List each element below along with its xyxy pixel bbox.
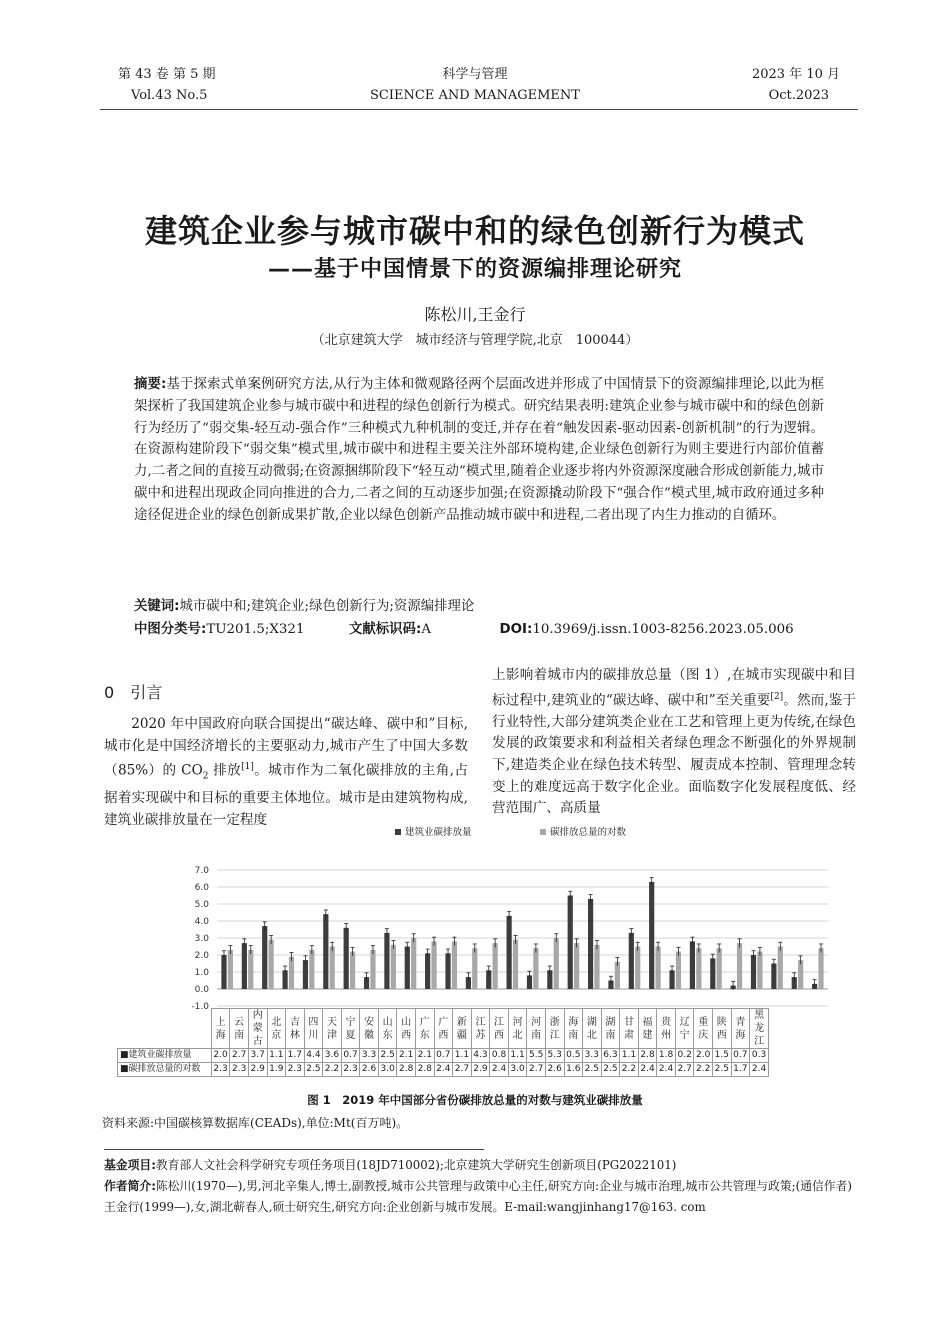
bar-total-log [818, 948, 823, 989]
bar-construction [425, 953, 430, 989]
data-cell: 2.8 [638, 1049, 657, 1063]
co2-base: CO [181, 762, 203, 779]
category-label: 陕 西 [713, 1009, 732, 1049]
data-cell: 1.1 [508, 1049, 527, 1063]
bar-total-log [635, 947, 640, 990]
bar-total-log [696, 948, 701, 989]
category-label: 广 西 [434, 1009, 453, 1049]
data-cell: 2.4 [657, 1063, 676, 1077]
figure-1 [120, 822, 832, 1084]
bar-total-log [411, 938, 416, 989]
bar-total-log [533, 948, 538, 989]
section-number: 0 [104, 683, 115, 702]
table-row [118, 1063, 769, 1077]
author-bio-text: 陈松川(1970—),男,河北辛集人,博士,副教授,城市公共管理与政策中心主任,研究方向:企业与城市治理,城市公共管理与政策;(通信作者)王金行(1999—),女,湖北蕲春人,硕士研究生,研究方向:企业创新与城市发展。E-mail:wangjinhang17@163. com [104, 1179, 852, 1214]
bar-construction [405, 947, 410, 990]
data-cell: 1.9 [267, 1063, 286, 1077]
bar-construction [221, 955, 226, 989]
data-cell: 0.7 [341, 1049, 360, 1063]
bar-chart [180, 822, 832, 1022]
data-cell: 0.3 [750, 1049, 769, 1063]
category-label: 四 川 [304, 1009, 323, 1049]
intro-right-text-2: 。然而,鉴于行业特性,大部分建筑类企业在工艺和管理上更为传统,在绿色发展的政策要求和利益相关者绿色理念不断强化的外界规制下,建造类企业在绿色技术转型、履责成本控制、管理理念转变上的难度远高于数字化企业。面临数字化发展程度低、经营范围广、高质量 [492, 692, 857, 817]
category-label: 安 徽 [360, 1009, 379, 1049]
data-cell: 1.1 [267, 1049, 286, 1063]
y-tick-label: -1.0 [191, 1002, 209, 1012]
data-cell: 2.4 [638, 1063, 657, 1077]
category-label: 贵 州 [657, 1009, 676, 1049]
data-cell: 2.5 [304, 1063, 323, 1077]
data-cell: 2.0 [211, 1049, 230, 1063]
bar-total-log [289, 957, 294, 989]
y-tick-label: 1.0 [194, 968, 209, 978]
data-cell: 2.5 [601, 1063, 620, 1077]
data-cell: 2.7 [527, 1063, 546, 1077]
data-cell: 2.1 [397, 1049, 416, 1063]
data-cell: 2.5 [378, 1049, 397, 1063]
data-cell: 2.7 [675, 1063, 694, 1077]
bar-construction [262, 926, 267, 989]
figure-source: 资料来源:中国碳核算数据库(CEADs),单位:Mt(百万吨)。 [102, 1116, 409, 1130]
bar-total-log [228, 950, 233, 989]
bar-total-log [676, 952, 681, 989]
legend-swatch [540, 829, 546, 835]
legend-label: 碳排放总量的对数 [550, 827, 627, 838]
y-tick-label: 4.0 [194, 917, 209, 927]
affiliation: （北京建筑大学 城市经济与管理学院,北京 100044） [311, 333, 639, 348]
data-cell: 2.2 [620, 1063, 639, 1077]
data-cell: 5.3 [545, 1049, 564, 1063]
data-cell: 2.4 [750, 1063, 769, 1077]
data-cell: 0.8 [490, 1049, 509, 1063]
intro-right-text-1: 上影响着城市内的碳排放总量（图 1）,在城市实现碳中和目标过程中,建筑业的“碳达峰、碳中和”至关重要 [492, 667, 856, 709]
citation-2: [2] [770, 691, 784, 702]
y-tick-label: 2.0 [194, 951, 209, 961]
category-label: 广 东 [416, 1009, 435, 1049]
data-cell: 2.4 [490, 1063, 509, 1077]
intro-text-1: 2020 年中国政府向联合国提出“碳达峰、碳中和”目标,城市化是中国经济增长的主要驱动力,城市产生了中国大多数（85%）的 [104, 716, 468, 779]
bar-construction [588, 899, 593, 989]
data-cell: 2.5 [713, 1063, 732, 1077]
bar-total-log [717, 948, 722, 989]
abstract-text: 基于探索式单案例研究方法,从行为主体和微观路径两个层面改进并形成了中国情景下的资源编排理论,以此为框架探析了我国建筑企业参与城市碳中和进程的绿色创新行为模式。研究结果表明:建筑企业参与城市碳中和的绿色创新行为经历了“弱交集-轻互动-强合作”三种模式九种机制的变迁,并存在着“触发因素-驱动因素-创新机制”的行为逻辑。在资源构建阶段下“弱交集”模式里,城市碳中和进程主要关注外部环境构建,企业绿色创新行为则主要进行内部价值蓄力,二者之间的直接互动微弱;在资源捆绑阶段下“轻互动”模式里,随着企业逐步将内外资源深度融合形成创新能力,城市碳中和进程出现政企同向推进的合力,二者之间的互动逐步加强;在资源撬动阶段下“强合作”模式里,城市政府通过多种途径促进企业的绿色创新成果扩散,企业以绿色创新产品推动城市碳中和进程,二者出现了内生力推动的自循环。 [134, 377, 824, 523]
data-cell: 2.6 [360, 1063, 379, 1077]
category-label: 青 海 [731, 1009, 750, 1049]
bar-construction [690, 941, 695, 989]
data-cell: 2.6 [545, 1063, 564, 1077]
data-cell: 2.5 [583, 1063, 602, 1077]
data-cell: 5.5 [527, 1049, 546, 1063]
data-cell: 2.4 [434, 1063, 453, 1077]
header-journal-cn: 科学与管理 [442, 67, 508, 82]
legend-swatch [395, 829, 401, 835]
header-rule [100, 109, 858, 110]
figure-caption: 图 1 2019 年中国部分省份碳排放总量的对数与建筑业碳排放量 [307, 1093, 643, 1107]
bar-total-log [513, 940, 518, 989]
meta-line [134, 619, 834, 641]
bar-total-log [370, 950, 375, 989]
bar-construction [323, 914, 328, 989]
category-label: 湖 南 [601, 1009, 620, 1049]
citation-1: [1] [241, 762, 254, 773]
bar-total-log [472, 948, 477, 989]
bar-total-log [798, 960, 803, 989]
data-cell: 0.7 [731, 1049, 750, 1063]
data-cell: 3.3 [583, 1049, 602, 1063]
bar-construction [344, 928, 349, 989]
category-label: 内 蒙 古 [248, 1009, 267, 1049]
bar-total-log [655, 947, 660, 990]
category-label: 上 海 [211, 1009, 230, 1049]
keywords-text: 城市碳中和;建筑企业;绿色创新行为;资源编排理论 [179, 599, 475, 614]
data-cell: 2.2 [694, 1063, 713, 1077]
category-label: 山 西 [397, 1009, 416, 1049]
keywords-label: 关键词: [134, 599, 180, 614]
category-label: 山 东 [378, 1009, 397, 1049]
bar-construction [751, 955, 756, 989]
section-heading [104, 680, 162, 703]
category-label: 北 京 [267, 1009, 286, 1049]
header-date-en: Oct.2023 [768, 88, 829, 103]
table-corner [118, 1009, 212, 1049]
category-label: 江 苏 [471, 1009, 490, 1049]
category-label: 吉 林 [286, 1009, 305, 1049]
footnote-rule [104, 1149, 484, 1150]
data-cell: 4.3 [471, 1049, 490, 1063]
header-journal-en: SCIENCE AND MANAGEMENT [370, 88, 580, 103]
y-tick-label: 5.0 [194, 900, 209, 910]
bar-total-log [391, 945, 396, 989]
classification-label: 中图分类号: [134, 622, 207, 637]
bar-total-log [431, 941, 436, 989]
data-cell: 2.7 [453, 1063, 472, 1077]
data-cell: 1.7 [731, 1063, 750, 1077]
data-cell: 3.0 [508, 1063, 527, 1077]
category-label: 福 建 [638, 1009, 657, 1049]
data-cell: 1.1 [620, 1049, 639, 1063]
section-title: 引言 [130, 683, 163, 702]
data-cell: 3.7 [248, 1049, 267, 1063]
bar-total-log [330, 947, 335, 990]
category-label: 浙 江 [545, 1009, 564, 1049]
category-label: 甘 肃 [620, 1009, 639, 1049]
intro-text-2: 排放 [208, 762, 242, 779]
header-date-cn: 2023 年 10 月 [751, 67, 840, 82]
bar-total-log [737, 943, 742, 989]
data-cell: 3.3 [360, 1049, 379, 1063]
category-label: 云 南 [230, 1009, 249, 1049]
bar-construction [242, 943, 247, 989]
author-note [104, 1176, 860, 1217]
data-cell: 2.3 [341, 1063, 360, 1077]
bar-construction [629, 933, 634, 989]
fund-label: 基金项目: [104, 1158, 156, 1172]
category-label: 宁 夏 [341, 1009, 360, 1049]
row-label: ■建筑业碳排放量 [118, 1049, 212, 1063]
paper-title: 建筑企业参与城市碳中和的绿色创新行为模式 [144, 212, 805, 250]
category-label: 辽 宁 [675, 1009, 694, 1049]
fund-text: 教育部人文社会科学研究专项任务项目(18JD710002);北京建筑大学研究生创新项目(PG2022101) [155, 1158, 677, 1172]
row-label: ■碳排放总量的对数 [118, 1063, 212, 1077]
bar-total-log [248, 950, 253, 989]
data-cell: 2.8 [416, 1063, 435, 1077]
data-cell: 3.0 [378, 1063, 397, 1077]
data-cell: 2.0 [694, 1049, 713, 1063]
data-cell: 1.1 [453, 1049, 472, 1063]
y-tick-label: 3.0 [194, 934, 209, 944]
bar-total-log [778, 947, 783, 990]
category-label: 重 庆 [694, 1009, 713, 1049]
bar-total-log [554, 938, 559, 989]
y-tick-label: 0.0 [194, 985, 209, 995]
bar-total-log [493, 943, 498, 989]
data-cell: 1.7 [286, 1049, 305, 1063]
category-label: 黑 龙 江 [750, 1009, 769, 1049]
data-cell: 1.8 [657, 1049, 676, 1063]
data-cell: 0.7 [434, 1049, 453, 1063]
data-cell: 4.4 [304, 1049, 323, 1063]
bar-construction [303, 960, 308, 989]
legend-label: 建筑业碳排放量 [405, 827, 472, 838]
data-cell: 2.9 [248, 1063, 267, 1077]
data-cell: 2.3 [230, 1063, 249, 1077]
header-volume-cn: 第 43 卷 第 5 期 [118, 67, 216, 82]
bar-total-log [350, 952, 355, 989]
header-volume-en: Vol.43 No.5 [131, 88, 208, 103]
table-row [118, 1049, 769, 1063]
data-cell: 0.2 [675, 1049, 694, 1063]
data-cell: 0.5 [564, 1049, 583, 1063]
bar-construction [445, 953, 450, 989]
data-cell: 2.7 [230, 1049, 249, 1063]
fund-note [104, 1155, 860, 1176]
category-label: 天 津 [323, 1009, 342, 1049]
data-cell: 2.1 [416, 1049, 435, 1063]
bar-total-log [574, 943, 579, 989]
data-cell: 1.6 [564, 1063, 583, 1077]
y-tick-label: 7.0 [194, 866, 209, 876]
y-tick-label: 6.0 [194, 883, 209, 893]
intro-text-3: 。城市作为二氧化碳排放的主角,占据着实现碳中和目标的重要主体地位。城市是由建筑物构成,建筑业碳排放量在一定程度 [104, 762, 468, 828]
bar-construction [649, 882, 654, 989]
category-label: 新 疆 [453, 1009, 472, 1049]
bar-construction [710, 958, 715, 989]
bar-construction [568, 896, 573, 990]
category-label: 湖 北 [583, 1009, 602, 1049]
data-cell: 2.3 [211, 1063, 230, 1077]
data-cell: 6.3 [601, 1049, 620, 1063]
bar-total-log [594, 945, 599, 989]
data-cell: 2.9 [471, 1063, 490, 1077]
bar-total-log [757, 952, 762, 989]
bar-total-log [269, 940, 274, 989]
bar-construction [384, 933, 389, 989]
abstract-label: 摘要: [134, 377, 167, 392]
bar-construction [507, 916, 512, 989]
data-cell: 2.2 [323, 1063, 342, 1077]
category-label: 江 西 [490, 1009, 509, 1049]
abstract [134, 374, 824, 527]
chart-data-table [117, 1008, 769, 1077]
table-row [118, 1009, 769, 1049]
doc-code-text: A [421, 622, 431, 637]
doi-text: 10.3969/j.issn.1003-8256.2023.05.006 [532, 622, 794, 637]
authors: 陈松川,王金行 [424, 305, 526, 324]
data-cell: 2.3 [286, 1063, 305, 1077]
category-label: 河 北 [508, 1009, 527, 1049]
bar-total-log [452, 941, 457, 989]
category-label: 海 南 [564, 1009, 583, 1049]
data-cell: 1.5 [713, 1049, 732, 1063]
co2-subscript: 2 [202, 771, 209, 782]
data-cell: 3.6 [323, 1049, 342, 1063]
data-cell: 2.8 [397, 1063, 416, 1077]
bar-total-log [309, 950, 314, 989]
author-bio-label: 作者简介: [104, 1179, 156, 1193]
doi-label: DOI: [499, 622, 533, 637]
paper-subtitle: ——基于中国情景下的资源编排理论研究 [267, 257, 682, 282]
classification-text: TU201.5;X321 [206, 622, 305, 637]
doc-code-label: 文献标识码: [349, 622, 422, 637]
intro-paragraph-right [492, 665, 856, 820]
category-label: 河 南 [527, 1009, 546, 1049]
intro-paragraph-left [104, 714, 468, 831]
keywords [134, 596, 824, 618]
